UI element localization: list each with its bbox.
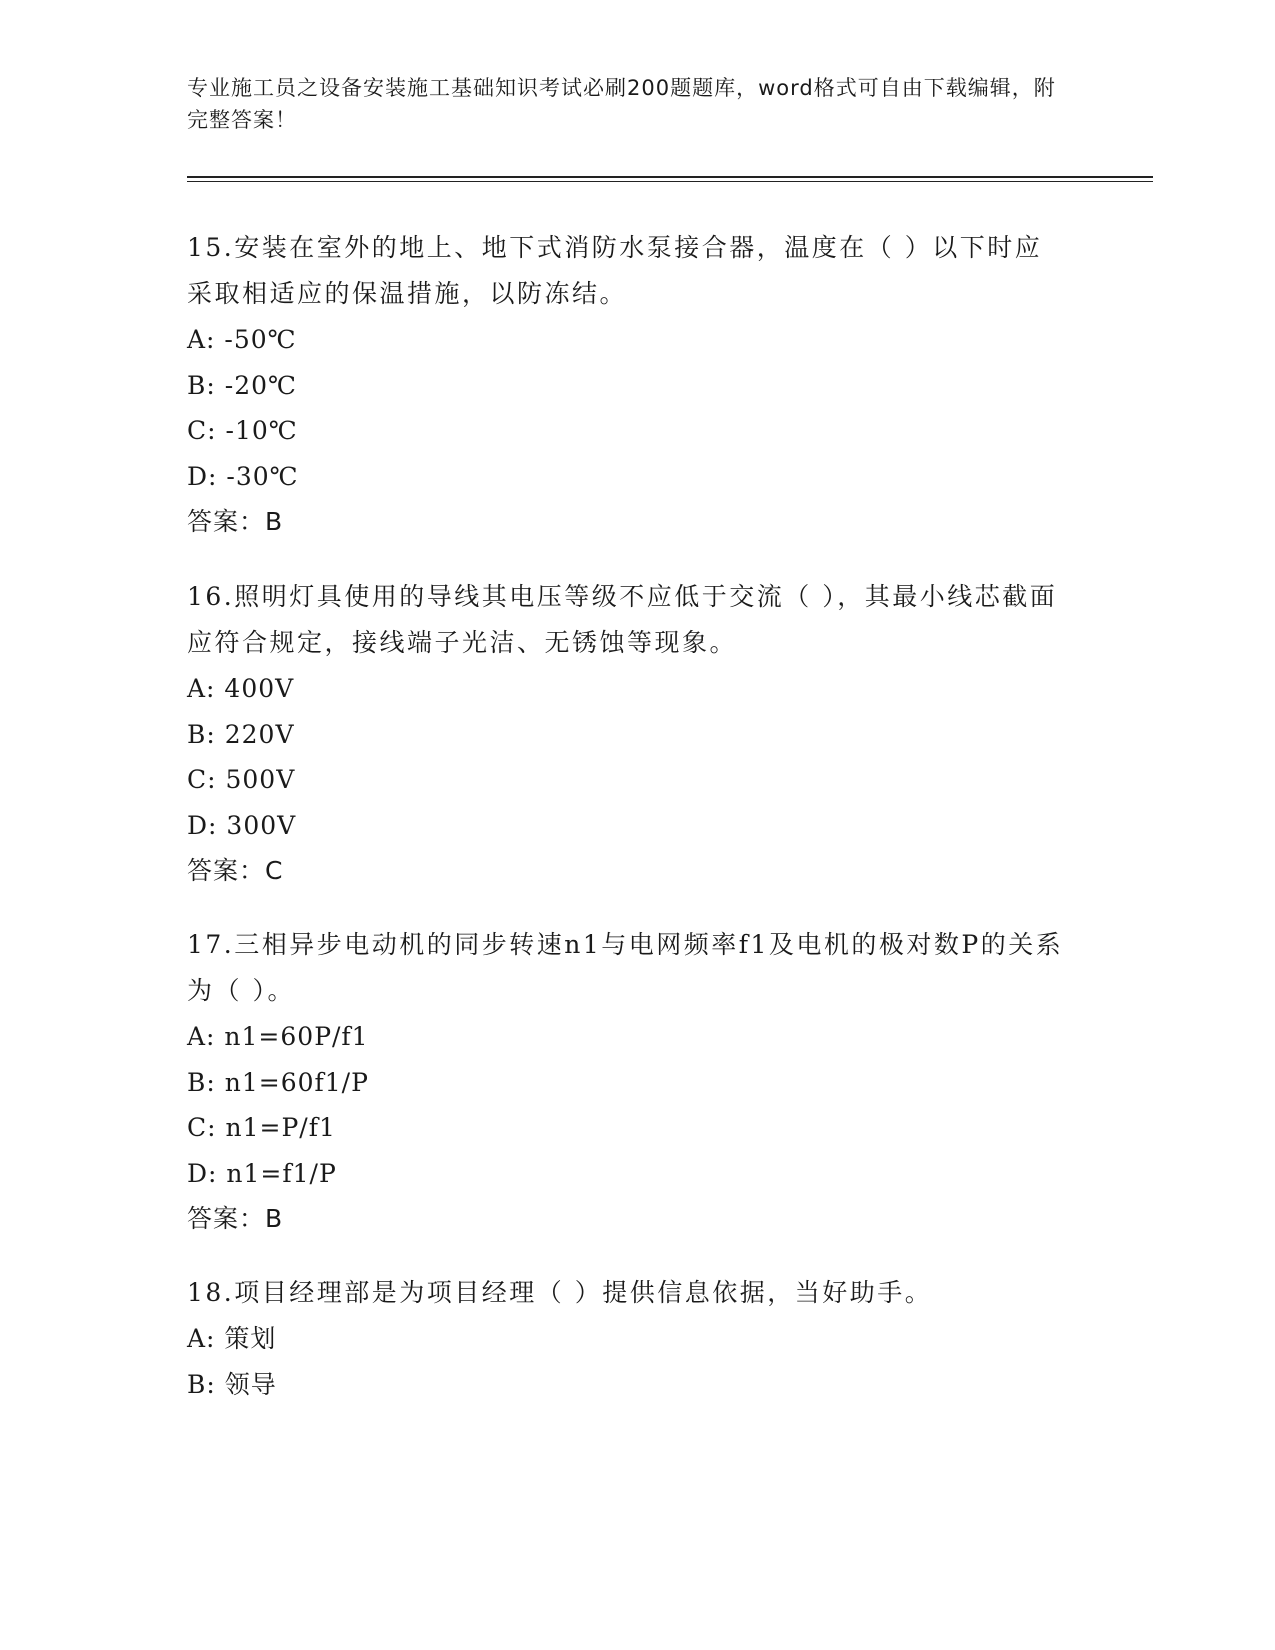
option-d: D: 300V (187, 810, 297, 840)
question-18 (187, 1270, 1067, 1407)
answer-line: 答案：B (187, 507, 284, 536)
option-b: B: 领导 (187, 1369, 277, 1399)
option-c: C: n1=P/f1 (187, 1113, 336, 1142)
option-c: C: 500V (187, 765, 296, 794)
document-header: 专业施工员之设备安装施工基础知识考试必刷200题题库，word格式可自由下载编辑，附完整答案！ (187, 76, 1056, 132)
question-stem: 18.项目经理部是为项目经理（ ）提供信息依据，当好助手。 (187, 1278, 933, 1307)
option-a: A: 策划 (187, 1324, 277, 1353)
answer-line: 答案：B (187, 1204, 284, 1233)
answer-line: 答案：C (187, 856, 284, 885)
option-c: C: -10℃ (187, 416, 298, 445)
question-stem: 17.三相异步电动机的同步转速n1与电网频率f1及电机的极对数P的关系为（ ）。 (187, 930, 1064, 1005)
question-15 (187, 225, 1067, 545)
question-stem: 16.照明灯具使用的导线其电压等级不应低于交流（ ），其最小线芯截面应符合规定，接线端子光洁、无锈蚀等现象。 (187, 582, 1058, 657)
question-stem: 15.安装在室外的地上、地下式消防水泵接合器，温度在（ ）以下时应采取相适应的保温措施，以防冻结。 (187, 233, 1043, 308)
option-b: B: -20℃ (187, 370, 297, 400)
option-b: B: 220V (187, 719, 295, 749)
header-rule-thick (187, 176, 1153, 178)
question-17 (187, 922, 1067, 1242)
option-d: D: -30℃ (187, 461, 299, 491)
question-16 (187, 574, 1067, 894)
header-rule-thin (187, 181, 1153, 182)
option-a: A: -50℃ (187, 325, 297, 354)
option-a: A: n1=60P/f1 (187, 1022, 369, 1051)
option-b: B: n1=60f1/P (187, 1067, 369, 1097)
option-a: A: 400V (187, 674, 295, 703)
option-d: D: n1=f1/P (187, 1158, 337, 1188)
